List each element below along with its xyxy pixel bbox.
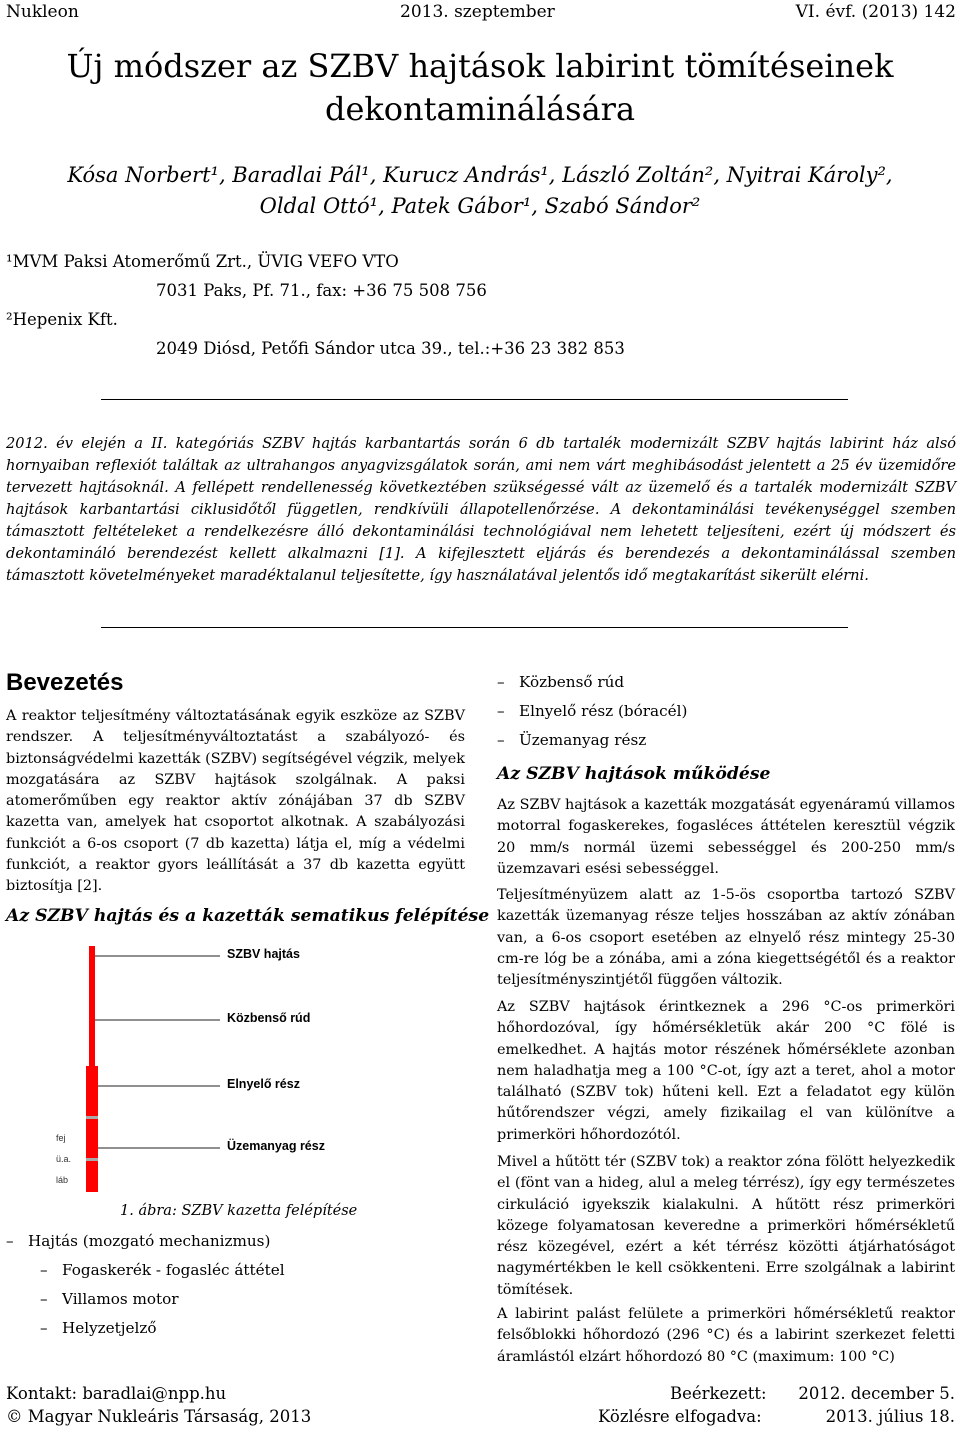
received-date: 2012. december 5. bbox=[798, 1384, 955, 1403]
list-item-fuel bbox=[497, 731, 646, 749]
list-dash: – bbox=[40, 1290, 48, 1308]
paragraph-operation-4: Mivel a hűtött tér (SZBV tok) a reaktor zóna fölött helyezkedik el (fönt van a hideg, alul a meleg térrész), így egy természetes cirkuláció igyekszik kialakulni. A hűtött rész primerköri közege folyamatosan keveredne a primerköri hőmérsékletű rész közegével, ezért a két térrész közötti átjárhatóságot nagymértékben le kell csökkenteni. Erre szolgálnak a labirint tömítések. bbox=[497, 1154, 955, 1298]
title-line-2: dekontaminálására bbox=[324, 90, 636, 128]
figure-schematic bbox=[50, 940, 470, 1200]
list-dash: – bbox=[40, 1261, 48, 1279]
list-dash: – bbox=[40, 1319, 48, 1337]
list-item-label: Elnyelő rész (bóracél) bbox=[519, 702, 688, 720]
paragraph-operation-3: Az SZBV hajtások érintkeznek a 296 °C-os primerköri hőhordozóval, így hőmérsékletük akár 200 °C fölé is emelkedhet. A hajtás motor részének hőmérséklete azonban nem haladhatja meg a 100 °C-ot, így azt a teret, ahol a motor található (SZBV tok) hűteni kell. Ezt a feladatot egy külön hűtőrendszer végzi, amely fizikailag el van különítve a primerköri hőhordozótól. bbox=[497, 999, 955, 1143]
rod-upper-segment bbox=[89, 946, 95, 1066]
volume-page: VI. évf. (2013) 142 bbox=[795, 2, 956, 22]
figure-label-fuel: Üzemanyag rész bbox=[227, 1139, 325, 1153]
paragraph-operation-2: Teljesítményüzem alatt az 1-5-ös csoportba tartozó SZBV kazetták üzemanyag része teljes hosszában az aktív zónában van, a 6-os csoport esetében az elnyelő rész mintegy 25-30 cm-re lóg be a zónába, ami a zóna kiegettségétől és a reaktor teljesítményszintjétől függően változik. bbox=[497, 887, 955, 989]
figure-label-rod: Közbenső rúd bbox=[227, 1011, 311, 1025]
received-label: Beérkezett: bbox=[670, 1384, 767, 1403]
list-item-label: Hajtás (mozgató mechanizmus) bbox=[28, 1232, 271, 1250]
list-item-absorber bbox=[497, 702, 687, 720]
separator-rule-bottom bbox=[101, 627, 848, 628]
paragraph-operation-5: A labirint palást felülete a primerköri hőmérsékletű reaktor felsőblokki hőhordozó (296 °C) és a labirint szerkezet feletti áramlástól elzárt hőhordozó 80 °C (maximum: 100 °C) bbox=[497, 1306, 955, 1365]
figure-label-drive: SZBV hajtás bbox=[227, 947, 300, 961]
authors-line-2: Oldal Ottó¹, Patek Gábor¹, Szabó Sándor² bbox=[259, 194, 701, 218]
list-dash: – bbox=[497, 731, 505, 749]
list-item-rod bbox=[497, 673, 624, 691]
authors-line-1: Kósa Norbert¹, Baradlai Pál¹, Kurucz András¹, László Zoltán², Nyitrai Károly², bbox=[67, 163, 893, 187]
list-item-label: Villamos motor bbox=[62, 1290, 179, 1308]
intro-paragraph: A reaktor teljesítmény változtatásának egyik eszköze az SZBV rendszer. A teljesítményváltoztatást a szabályozó- és biztonságvédelmi kazetták (SZBV) segítségével végzik, melyek mozgatására az SZBV hajtások szolgálnak. A paksi atomerőműben egy reaktor aktív zónájában 37 db SZBV kazetta van, amelyek hat csoportot alkotnak. A szabályozási funkciót a 6-os csoport (7 db kazetta) látja el, míg a védelmi funkciót, a reaktor gyors leállítását a 37 db kazetta együtt biztosítja [2]. bbox=[6, 708, 465, 895]
list-item-label: Közbenső rúd bbox=[519, 673, 625, 691]
subheading-schematic: Az SZBV hajtás és a kazetták sematikus felépítése bbox=[6, 906, 490, 926]
affiliation-1-name: ¹MVM Paksi Atomerőmű Zrt., ÜVIG VEFO VTO bbox=[6, 252, 399, 271]
separator-rule-top bbox=[101, 399, 848, 400]
list-dash: – bbox=[497, 702, 505, 720]
accepted-label: Közlésre elfogadva: bbox=[598, 1407, 762, 1426]
list-item-label: Fogaskerék - fogasléc áttétel bbox=[62, 1261, 285, 1279]
list-item-sub-2 bbox=[40, 1290, 179, 1308]
figure-small-label-head: fej bbox=[56, 1133, 66, 1143]
affiliation-2-address: 2049 Diósd, Petőfi Sándor utca 39., tel.:+36 23 382 853 bbox=[156, 339, 625, 358]
rod-band-1 bbox=[86, 1116, 98, 1119]
contact-email: Kontakt: baradlai@npp.hu bbox=[6, 1384, 227, 1403]
paragraph-operation-1: Az SZBV hajtások a kazetták mozgatását egyenáramú villamos motorral fogaskerekes, fogasléces áttételen keresztül végzik 20 mm/s normál üzemi sebességgel és 200-250 mm/s üzemzavari esési sebességgel. bbox=[497, 797, 955, 877]
subheading-operation: Az SZBV hajtások működése bbox=[497, 764, 771, 784]
figure-label-absorber: Elnyelő rész bbox=[227, 1077, 300, 1091]
figure-caption: 1. ábra: SZBV kazetta felépítése bbox=[120, 1203, 358, 1219]
list-item-sub-3 bbox=[40, 1319, 156, 1337]
rod-band-2 bbox=[86, 1158, 98, 1161]
list-item-drive bbox=[6, 1232, 270, 1250]
figure-small-label-fuel: ü.a. bbox=[56, 1154, 72, 1164]
list-dash: – bbox=[6, 1232, 14, 1250]
journal-name: Nukleon bbox=[6, 2, 79, 22]
list-item-sub-1 bbox=[40, 1261, 285, 1279]
title-line-1: Új módszer az SZBV hajtások labirint tömítéseinek bbox=[66, 47, 894, 85]
list-item-label: Helyzetjelző bbox=[62, 1319, 157, 1337]
cassette-diagram bbox=[50, 940, 470, 1200]
section-heading-intro: Bevezetés bbox=[6, 669, 124, 696]
issue-date: 2013. szeptember bbox=[400, 2, 555, 22]
affiliation-1-address: 7031 Paks, Pf. 71., fax: +36 75 508 756 bbox=[156, 281, 487, 300]
author-list bbox=[0, 160, 960, 222]
accepted-date: 2013. július 18. bbox=[825, 1407, 955, 1426]
abstract: 2012. év elején a II. kategóriás SZBV hajtás karbantartás során 6 db tartalék modernizált SZBV hajtás labirint ház alsó hornyaiban reflexiót találtak az ultrahangos anyagvizsgálatok során, ami nem várt meghibásodást jelentett a 25 év üzemidőre tervezett hajtásoknál. A fellépett rendellenesség következtében szükségessé vált az üzemelő és a tartalék modernizált SZBV hajtások karbantartási ciklusidőtől független, rendkívüli állapotellenőrzése. A dekontaminálási tevékenységgel szemben támasztott feltételeket a rendelkezésre álló dekontaminálási technológiával nem lehetett teljesíteni, ezért új módszert és dekontamináló berendezést kellett alkalmazni [1]. A kifejlesztett eljárás és berendezés a dekontaminálással szemben támasztott követelményeket maradéktalanul teljesítette, így használatával jelentős idő megtakarítást sikerült elérni. bbox=[6, 435, 956, 584]
figure-small-label-foot: láb bbox=[56, 1175, 69, 1185]
rod-lower-segment bbox=[86, 1066, 98, 1192]
list-item-label: Üzemanyag rész bbox=[519, 731, 647, 749]
list-dash: – bbox=[497, 673, 505, 691]
paper-title bbox=[0, 45, 960, 131]
affiliation-2-name: ²Hepenix Kft. bbox=[6, 310, 118, 329]
copyright: © Magyar Nukleáris Társaság, 2013 bbox=[6, 1407, 312, 1426]
